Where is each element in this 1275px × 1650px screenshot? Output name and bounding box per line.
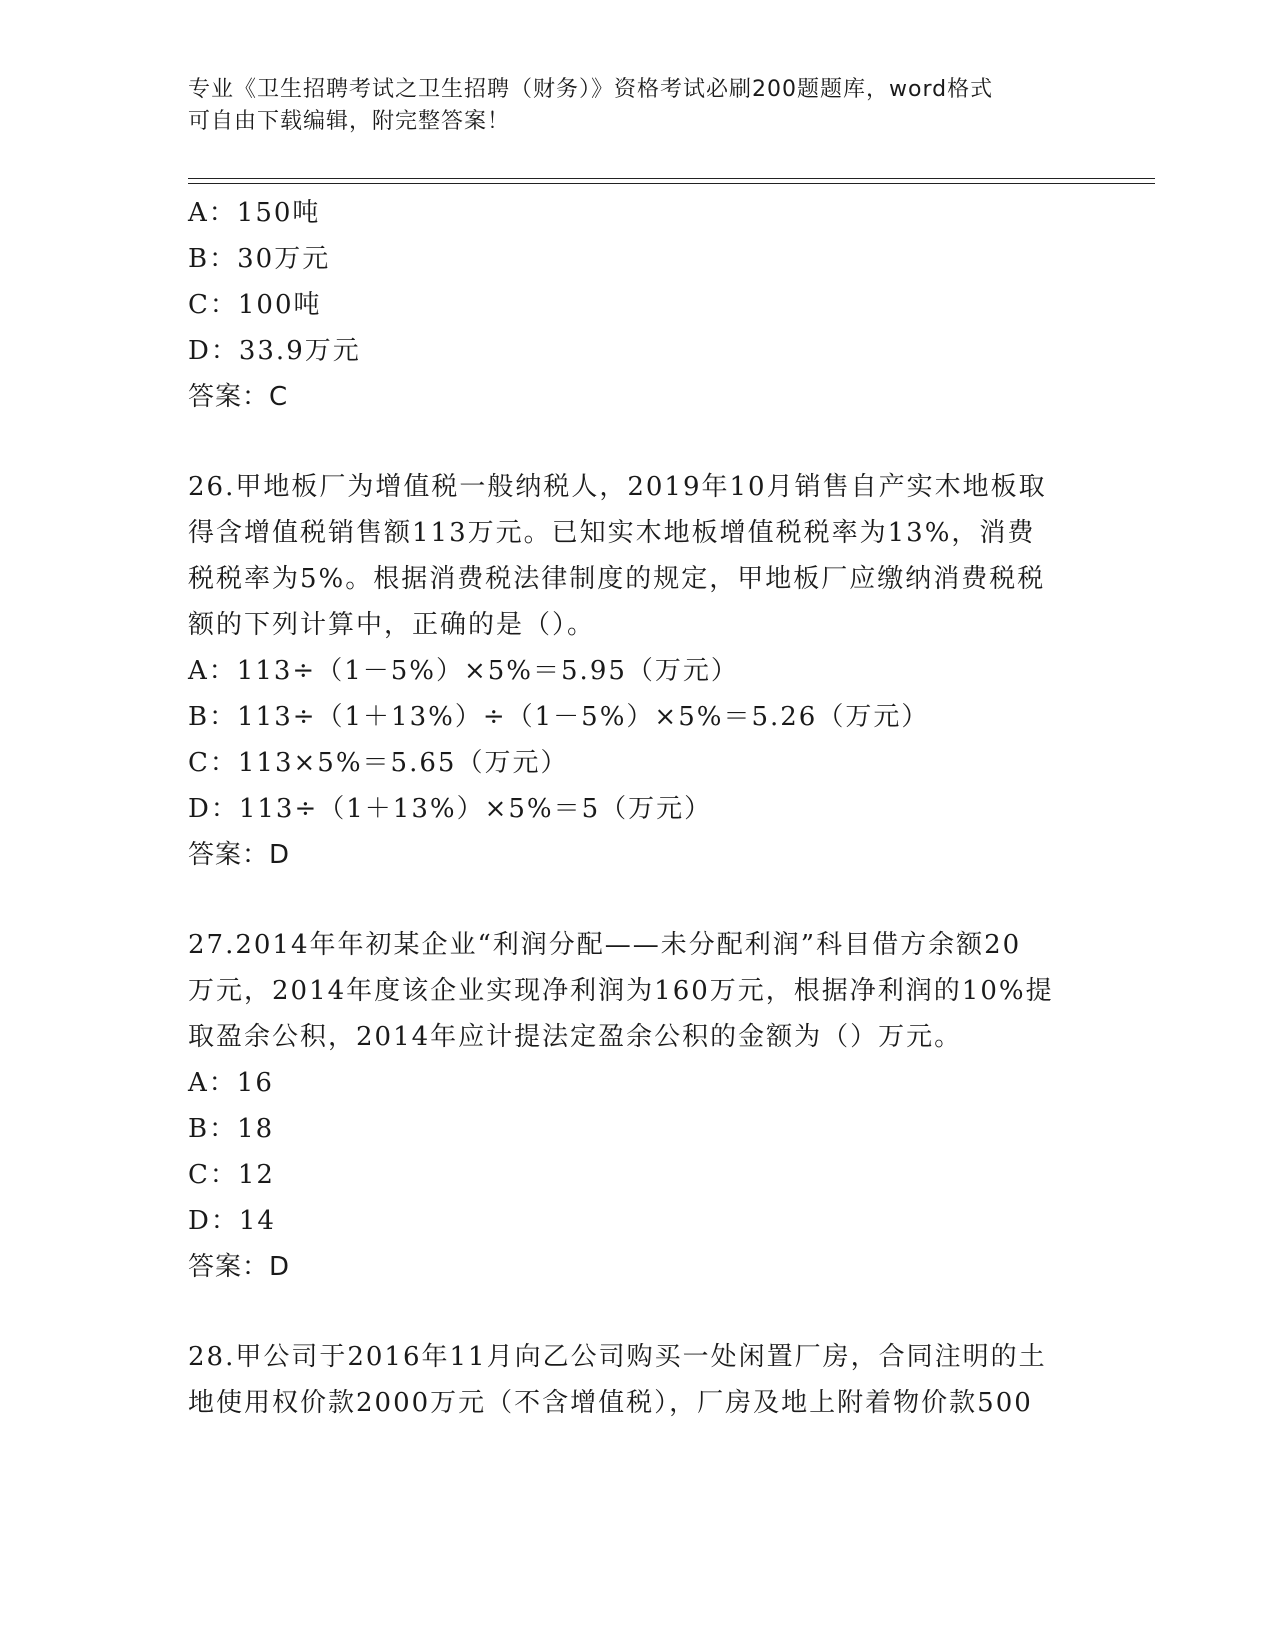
option-d: D：113÷（1＋13%）×5%＝5（万元） — [188, 794, 713, 824]
question-25 — [188, 190, 1088, 420]
question-stem-line: 28.甲公司于2016年11月向乙公司购买一处闲置厂房，合同注明的土 — [188, 1342, 1047, 1372]
question-stem-line: 额的下列计算中，正确的是（）。 — [188, 610, 596, 640]
question-stem-line: 27.2014年年初某企业“利润分配——未分配利润”科目借方余额20 — [188, 930, 1022, 960]
question-stem-line: 地使用权价款2000万元（不含增值税），厂房及地上附着物价款500 — [188, 1388, 1033, 1418]
question-stem-line: 得含增值税销售额113万元。已知实木地板增值税税率为13%，消费 — [188, 518, 1036, 548]
option-a: A：113÷（1－5%）×5%＝5.95（万元） — [188, 656, 739, 686]
option-c: C：12 — [188, 1160, 275, 1190]
option-d: D：14 — [188, 1206, 276, 1236]
question-list — [188, 190, 1088, 1426]
header-divider-bottom — [188, 183, 1155, 184]
option-c: C：100吨 — [188, 290, 322, 320]
question-27 — [188, 922, 1088, 1290]
option-b: B：113÷（1＋13%）÷（1－5%）×5%＝5.26（万元） — [188, 702, 930, 732]
question-stem-line: 万元，2014年度该企业实现净利润为160万元，根据净利润的10%提 — [188, 976, 1054, 1006]
question-stem-line: 取盈余公积，2014年应计提法定盈余公积的金额为（）万元。 — [188, 1022, 963, 1052]
answer: 答案：D — [188, 840, 291, 870]
answer: 答案：C — [188, 382, 289, 412]
header-divider-top — [188, 178, 1155, 179]
question-26 — [188, 464, 1088, 878]
option-a: A：16 — [188, 1068, 274, 1098]
question-28 — [188, 1334, 1088, 1426]
question-stem-line: 税税率为5%。根据消费税法律制度的规定，甲地板厂应缴纳消费税税 — [188, 564, 1046, 594]
option-d: D：33.9万元 — [188, 336, 361, 366]
option-a: A：150吨 — [188, 198, 321, 228]
header-line-1: 专业《卫生招聘考试之卫生招聘（财务）》资格考试必刷200题题库，word格式 — [188, 77, 994, 102]
option-b: B：18 — [188, 1114, 275, 1144]
answer: 答案：D — [188, 1252, 291, 1282]
header-line-2: 可自由下载编辑，附完整答案！ — [188, 109, 511, 134]
document-header — [188, 74, 1068, 138]
question-stem-line: 26.甲地板厂为增值税一般纳税人，2019年10月销售自产实木地板取 — [188, 472, 1047, 502]
option-b: B：30万元 — [188, 244, 331, 274]
option-c: C：113×5%＝5.65（万元） — [188, 748, 569, 778]
